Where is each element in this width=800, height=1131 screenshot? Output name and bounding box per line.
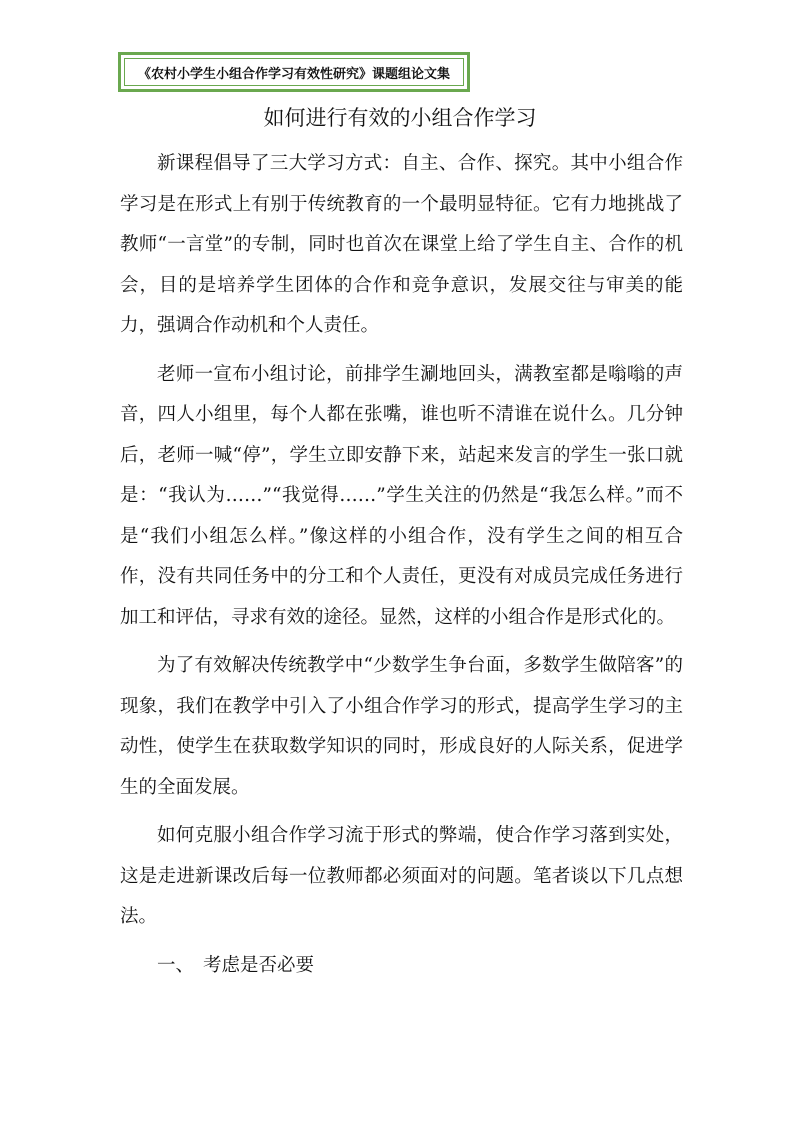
section-heading-1 [120, 946, 683, 986]
section-number: 一、 [157, 954, 195, 976]
paragraph-intro: 新课程倡导了三大学习方式：自主、合作、探究。其中小组合作学习是在形式上有别于传统教育的一个最明显特征。它有力地挑战了教师“一言堂”的专制，同时也首次在课堂上给了学生自主、合作的机会，目的是培养学生团体的合作和竞争意识，发展交往与审美的能力，强调合作动机和个人责任。 [120, 153, 683, 336]
section-title: 考虑是否必要 [203, 954, 315, 976]
collection-header-frame [118, 52, 470, 92]
paragraph-purpose: 为了有效解决传统教学中“少数学生争台面，多数学生做陪客”的现象，我们在教学中引入了小组合作学习的形式，提高学生学习的主动性，使学生在获取数学知识的同时，形成良好的人际关系，促进学生的全面发展。 [120, 655, 683, 798]
paragraph-classroom-scene: 老师一宣布小组讨论，前排学生涮地回头，满教室都是嗡嗡的声音，四人小组里，每个人都在张嘴，谁也听不清谁在说什么。几分钟后，老师一喊“停”，学生立即安静下来，站起来发言的学生一张口就是：“我认为……”“我觉得……”学生关注的仍然是“我怎么样。”而不是“我们小组怎么样。”像这样的小组合作，没有学生之间的相互合作，没有共同任务中的分工和个人责任，更没有对成员完成任务进行加工和评估，寻求有效的途径。显然，这样的小组合作是形式化的。 [120, 363, 683, 628]
document-body [120, 144, 683, 986]
document-title: 如何进行有效的小组合作学习 [263, 106, 537, 130]
collection-header-title: 《农村小学生小组合作学习有效性研究》课题组论文集 [124, 58, 464, 86]
paragraph-question: 如何克服小组合作学习流于形式的弊端，使合作学习落到实处，这是走进新课改后每一位教师都必须面对的问题。笔者谈以下几点想法。 [120, 825, 683, 927]
